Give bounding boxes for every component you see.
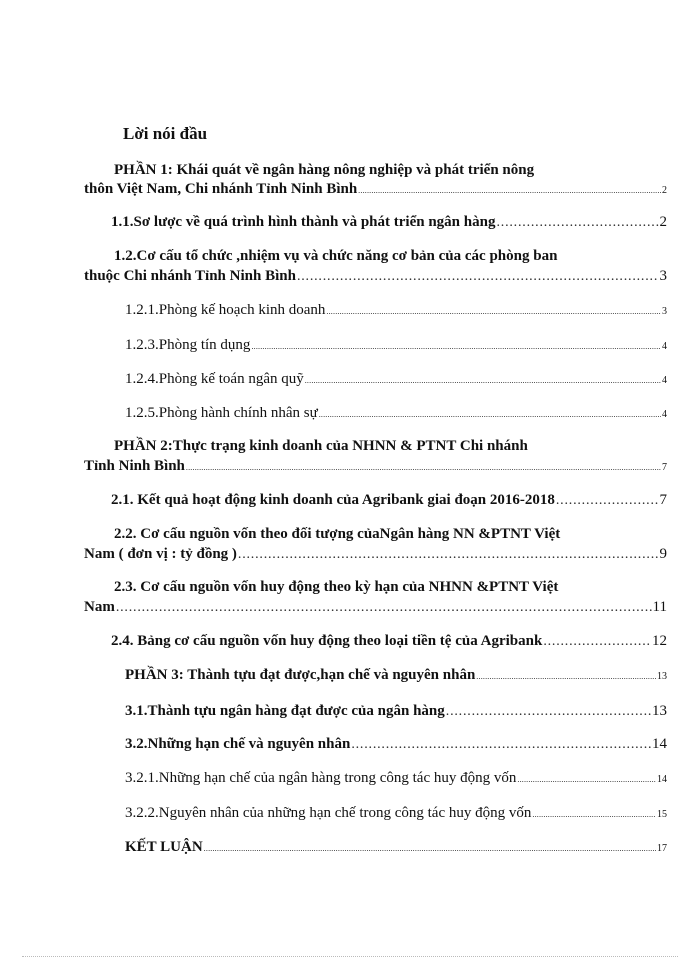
- toc-page-number: 13: [657, 671, 667, 682]
- toc-entry-text: 3.1.Thành tựu ngân hàng đạt được của ngân hàng: [125, 703, 445, 719]
- toc-page-number: 2: [659, 214, 667, 230]
- toc-entry-2-2[interactable]: [0, 526, 700, 566]
- page-bottom-rule: [22, 956, 678, 957]
- toc-entry-line2: Nam ( đơn vị : tỷ đồng ): [84, 546, 237, 562]
- toc-page-number: 4: [662, 341, 667, 352]
- dot-leader: [543, 634, 651, 650]
- toc-entry-text: 3.2.Những hạn chế và nguyên nhân: [125, 736, 351, 752]
- toc-entry-text: 1.2.3.Phòng tín dụng: [125, 337, 251, 353]
- dot-leader: [446, 704, 651, 720]
- toc-entry-text: 3.2.2.Nguyên nhân của những hạn chế trong công tác huy động vốn: [125, 805, 532, 821]
- toc-entry-ket-luan[interactable]: [0, 839, 700, 879]
- toc-page-number: 7: [659, 492, 667, 508]
- toc-entry-line2: thuộc Chi nhánh Tỉnh Ninh Bình: [84, 268, 296, 284]
- toc-page-number: 2: [662, 185, 667, 196]
- dot-leader: [305, 376, 661, 385]
- dot-leader: [116, 600, 652, 616]
- dot-leader: [251, 342, 661, 351]
- dot-leader: [326, 307, 661, 316]
- dot-leader: [297, 269, 659, 285]
- dot-leader: [496, 215, 658, 231]
- toc-page-number: 14: [657, 774, 667, 785]
- toc-entry-text: 1.1.Sơ lược về quá trình hình thành và phát triển ngân hàng: [111, 214, 496, 230]
- toc-entry-text: 2.4. Bảng cơ cấu nguồn vốn huy động theo loại tiền tệ của Agribank: [111, 633, 543, 649]
- dot-leader: [556, 493, 659, 509]
- toc-entry-text: 1.2.5.Phòng hành chính nhân sự: [125, 405, 318, 421]
- dot-leader: [532, 810, 656, 819]
- toc-entry-3-2-1[interactable]: [0, 770, 700, 810]
- toc-page-number: 4: [662, 375, 667, 386]
- dot-leader: [517, 775, 656, 784]
- toc-entry-phan-2[interactable]: [0, 438, 700, 478]
- dot-leader: [238, 547, 659, 563]
- dot-leader: [204, 844, 656, 853]
- toc-entry-phan-3[interactable]: [0, 667, 700, 707]
- toc-page-number: 3: [662, 306, 667, 317]
- toc-entry-phan-1[interactable]: [0, 162, 700, 202]
- toc-entry-text: 1.2.4.Phòng kế toán ngân quỹ: [125, 371, 304, 387]
- dot-leader: [319, 410, 661, 419]
- toc-entry-text: 2.1. Kết quả hoạt động kinh doanh của Agribank giai đoạn 2016-2018: [111, 492, 555, 508]
- toc-page-number: 15: [657, 809, 667, 820]
- toc-entry-text: PHẦN 3: Thành tựu đạt được,hạn chế và nguyên nhân: [125, 667, 476, 683]
- toc-page-number: 9: [659, 546, 667, 562]
- toc-entry-line2: thôn Việt Nam, Chi nhánh Tỉnh Ninh Bình: [84, 181, 358, 197]
- toc-entry-line2: Nam: [84, 599, 115, 615]
- toc-page-number: 13: [652, 703, 667, 719]
- toc-entry-text: 3.2.1.Những hạn chế của ngân hàng trong công tác huy động vốn: [125, 770, 517, 786]
- toc-entry-line1: PHẦN 2:Thực trạng kinh doanh của NHNN & PTNT Chi nhánh: [114, 438, 528, 454]
- toc-entry-text: KẾT LUẬN: [125, 839, 203, 855]
- toc-entry-line1: 1.2.Cơ cấu tổ chức ,nhiệm vụ và chức năng cơ bản của các phòng ban: [114, 248, 558, 264]
- toc-entry-line1: 2.2. Cơ cấu nguồn vốn theo đối tượng củaNgân hàng NN &PTNT Việt: [114, 526, 561, 542]
- toc-page-number: 17: [657, 843, 667, 854]
- toc-entry-1-2-1[interactable]: [0, 302, 700, 342]
- toc-entry-line1: 2.3. Cơ cấu nguồn vốn huy động theo kỳ hạn của NHNN &PTNT Việt: [114, 579, 559, 595]
- dot-leader: [351, 737, 651, 753]
- toc-entry-2-3[interactable]: [0, 579, 700, 619]
- toc-entry-line2: Tỉnh Ninh Bình: [84, 458, 185, 474]
- toc-page-number: 4: [662, 409, 667, 420]
- toc-page-number: 11: [652, 599, 667, 615]
- toc-entry-line1: PHẦN 1: Khái quát về ngân hàng nông nghiệp và phát triển nông: [114, 162, 535, 178]
- toc-page-number: 14: [652, 736, 667, 752]
- toc-entry-text: 1.2.1.Phòng kế hoạch kinh doanh: [125, 302, 326, 318]
- dot-leader: [186, 463, 661, 472]
- toc-title: Lời nói đầu: [123, 124, 208, 143]
- toc-page-number: 3: [659, 268, 667, 284]
- toc-entry-1-2[interactable]: [0, 248, 700, 288]
- dot-leader: [476, 672, 656, 681]
- toc-page-number: 7: [662, 462, 667, 473]
- toc-page-number: 12: [652, 633, 667, 649]
- dot-leader: [358, 186, 661, 195]
